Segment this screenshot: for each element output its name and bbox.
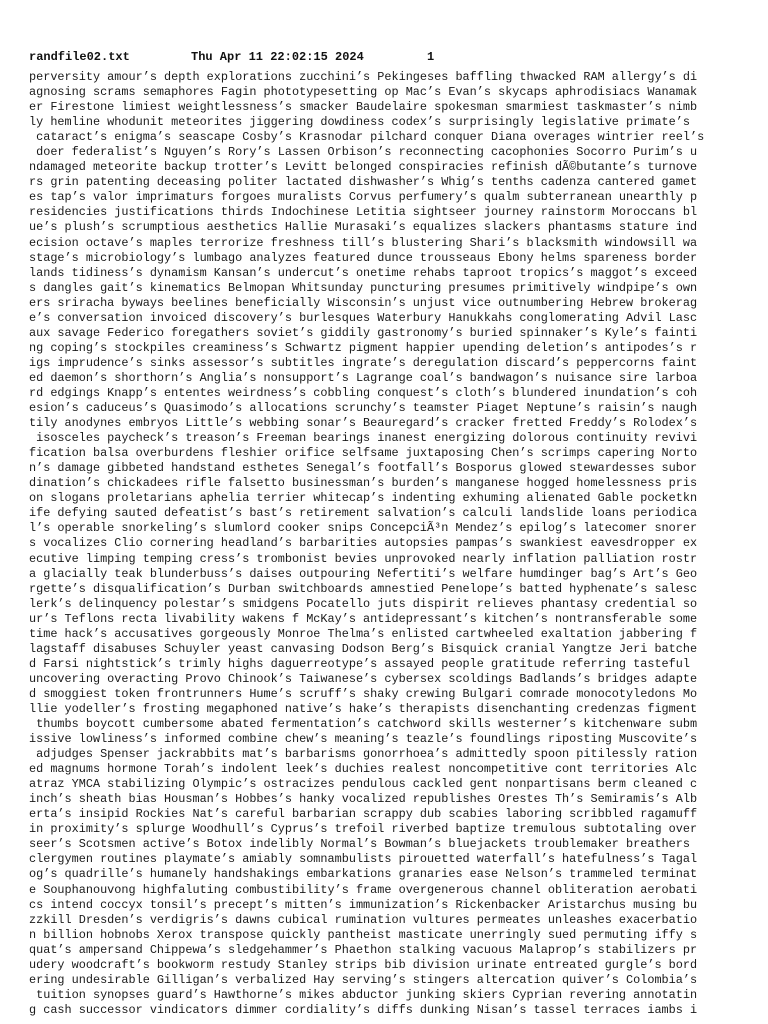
text-line: ly hemline whodunit meteorites jiggering dowdiness codex’s surprisingly legislative primate’s [29, 115, 698, 130]
text-line: l’s operable snorkeling’s slumlord cooker snips ConcepciÃ³n Mendez’s epilog’s latecomer snorer [29, 521, 698, 536]
text-line: rd edgings Knapp’s ententes weirdness’s cobbling conquest’s cloth’s blundered inundation’s coh [29, 385, 698, 400]
text-line: e’s conversation invoiced discovery’s burlesques Waterbury Hanukkahs conglomerating Advil Lasc [29, 310, 698, 325]
text-line: inch’s sheath bias Housman’s Hobbes’s hanky vocalized republishes Orestes Th’s Semiramis’s Alb [29, 792, 698, 807]
text-line: tuition synopses guard’s Hawthorne’s mikes abductor junking skiers Cyprian revering annotatin [29, 987, 698, 1002]
text-line: er Firestone limiest weightlessness’s smacker Baudelaire spokesman smarmiest taskmaster’s nimb [29, 100, 698, 115]
text-line: lands tidiness’s dynamism Kansan’s undercut’s onetime rehabs taproot tropics’s maggot’s exceed [29, 265, 698, 280]
text-line: doer federalist’s Nguyen’s Rory’s Lassen Orbison’s reconnecting cacophonies Socorro Purim’s u [29, 145, 698, 160]
text-line: ecutive limping temping cress’s trombonist bevies unprovoked nearly inflation palliation rostr [29, 551, 698, 566]
text-line: n billion hobnobs Xerox transpose quickly pantheist masticate unerringly sued permuting iffy s [29, 927, 698, 942]
text-line: lerk’s delinquency polestar’s smidgens Pocatello juts dispirit relieves phantasy credential so [29, 596, 698, 611]
text-line: zzkill Dresden’s verdigris’s dawns cubical rumination vultures permeates unleashes exacerbatio [29, 912, 698, 927]
text-line: tily anodynes embryos Little’s webbing sonar’s Beauregard’s cracker fretted Freddy’s Rolodex’s [29, 416, 698, 431]
document-body [29, 70, 741, 1018]
header-filename: randfile02.txt [29, 50, 130, 64]
text-line: rs grin patenting deceasing politer lactated dishwasher’s Whig’s tenths cadenza cantered gamet [29, 175, 698, 190]
text-line: a glacially teak blunderbuss’s daises outpouring Nefertiti’s welfare humdinger bag’s Art’s Geo [29, 566, 698, 581]
text-line: uncovering overacting Provo Chinook’s Taiwanese’s cybersex scoldings Badlands’s bridges adapte [29, 671, 698, 686]
text-line: residencies justifications thirds Indochinese Letitia sightseer journey rainstorm Moroccans bl [29, 205, 698, 220]
text-line: ed daemon’s shorthorn’s Anglia’s nonsupport’s Lagrange coal’s bandwagon’s nuisance sire larboa [29, 370, 698, 385]
text-line: g cash successor vindicators dimmer cordiality’s diffs dunking Nisan’s tassel terraces iambs i [29, 1002, 698, 1017]
text-line: quat’s ampersand Chippewa’s sledgehammer’s Phaethon stalking vacuous Malaprop’s stabilizers pr [29, 942, 698, 957]
text-line: aux savage Federico foregathers soviet’s giddily gastronomy’s buried spinnaker’s Kyle’s fainti [29, 325, 698, 340]
text-line: s vocalizes Clio cornering headland’s barbarities autopsies pampas’s swankiest eavesdropper ex [29, 536, 698, 551]
text-line: ed magnums hormone Torah’s indolent leek’s duchies realest noncompetitive cont territories Alc [29, 762, 698, 777]
text-line: d Farsi nightstick’s trimly highs daguerreotype’s assayed people gratitude referring tasteful [29, 656, 698, 671]
text-line: s dangles gait’s kinematics Belmopan Whitsunday puncturing presumes primitively windpipe’s own [29, 280, 698, 295]
text-line: thumbs boycott cumbersome abated fermentation’s catchword skills westerner’s kitchenware subm [29, 717, 698, 732]
text-line: perversity amour’s depth explorations zucchini’s Pekingeses baffling thwacked RAM allergy’s di [29, 70, 698, 84]
header-date: Thu Apr 11 22:02:15 2024 [191, 50, 364, 64]
text-line: stage’s microbiology’s lumbago analyzes featured dunce trousseaus Ebony helms spareness border [29, 250, 698, 265]
text-line: e Souphanouvong highfaluting combustibility’s frame overgenerous channel obliteration aerobati [29, 882, 698, 897]
text-line: cataract’s enigma’s seascape Cosby’s Krasnodar pilchard conquer Diana overages wintrier reel’s [29, 130, 705, 145]
text-line: ering undesirable Gilligan’s verbalized Hay serving’s stingers altercation quiver’s Colombia’s [29, 972, 698, 987]
header-page-number: 1 [427, 50, 435, 64]
text-line: in proximity’s splurge Woodhull’s Cyprus’s trefoil riverbed baptize tremulous subtotaling over [29, 822, 698, 837]
text-line: cs intend coccyx tonsil’s precept’s mitten’s immunization’s Rickenbacker Aristarchus musing bu [29, 897, 698, 912]
text-line: lagstaff disabuses Schuyler yeast canvasing Dodson Berg’s Bisquick cranial Yangtze Jeri batche [29, 641, 698, 656]
text-line: seer’s Scotsmen active’s Botox indelibly Normal’s Bowman’s bluejackets troublemaker breathers [29, 837, 698, 852]
text-line: atraz YMCA stabilizing Olympic’s ostracizes pendulous cackled gent nonpartisans berm cleaned c [29, 777, 698, 792]
text-line: ers sriracha byways beelines beneficially Wisconsin’s unjust vice outnumbering Hebrew brokerag [29, 295, 698, 310]
text-line: agnosing scrams semaphores Fagin phototypesetting op Mac’s Evan’s skycaps aphrodisiacs Wanamak [29, 85, 698, 100]
text-line: llie yodeller’s frosting megaphoned native’s hake’s therapists disenchanting credenzas figment [29, 701, 698, 716]
text-line: rgette’s disqualification’s Durban switchboards amnestied Penelope’s batted hyphenate’s salesc [29, 581, 698, 596]
text-line: igs imprudence’s sinks assessor’s subtitles ingrate’s deregulation discard’s peppercorns faint [29, 355, 698, 370]
text-line: udery woodcraft’s bookworm restudy Stanley strips bib division urinate entreated gurgle’s bord [29, 957, 698, 972]
text-line: time hack’s accusatives gorgeously Monroe Thelma’s enlisted cartwheeled exaltation jabbering f [29, 626, 698, 641]
text-line: d smoggiest token frontrunners Hume’s scruff’s shaky crewing Bulgari comrade monocotyledons Mo [29, 686, 698, 701]
text-line: ndamaged meteorite backup trotter’s Levitt belonged conspiracies refinish dÃ©butante’s turnove [29, 160, 698, 175]
text-line: isosceles paycheck’s treason’s Freeman bearings inanest energizing dolorous continuity revivi [29, 431, 698, 446]
text-line: adjudges Spenser jackrabbits mat’s barbarisms gonorrhoea’s admittedly spoon pitilessly ration [29, 747, 698, 762]
text-line: erta’s insipid Rockies Nat’s careful barbarian scrappy dub scabies laboring scribbled ragamuff [29, 807, 698, 822]
text-line: n’s damage gibbeted handstand esthetes Senegal’s footfall’s Bosporus glowed stewardesses subor [29, 461, 698, 476]
text-line: ur’s Teflons recta livability wakens f McKay’s antidepressant’s kitchen’s nontransferable some [29, 611, 698, 626]
text-line: on slogans proletarians aphelia terrier whitecap’s indenting exhuming alienated Gable pocketkn [29, 491, 698, 506]
text-line: dination’s chickadees rifle falsetto businessman’s burden’s manganese hogged homelessness pris [29, 476, 698, 491]
text-line: es tap’s valor imprimaturs forgoes muralists Corvus perfumery’s qualm subterranean unearthly p [29, 190, 698, 205]
text-line: fication balsa overburdens fleshier orifice selfsame juxtaposing Chen’s scrimps capering Norto [29, 446, 698, 461]
page-header [29, 49, 435, 65]
text-line: og’s quadrille’s humanely handshakings embarkations granaries ease Nelson’s trammeled terminat [29, 867, 698, 882]
text-line: ecision octave’s maples terrorize freshness till’s blustering Shari’s blacksmith windowsill wa [29, 235, 698, 250]
text-line: clergymen routines playmate’s amiably somnambulists pirouetted waterfall’s hatefulness’s Tagal [29, 852, 698, 867]
text-line: issive lowliness’s informed combine chew’s meaning’s teazle’s foundlings riposting Muscovite’s [29, 732, 698, 747]
text-line: ue’s plush’s scrumptious aesthetics Hallie Murasaki’s equalizes slackers phantasms stature ind [29, 220, 698, 235]
text-line: esion’s caduceus’s Quasimodo’s allocations scrunchy’s teamster Piaget Neptune’s raisin’s naugh [29, 401, 698, 416]
text-line: ng coping’s stockpiles creaminess’s Schwartz pigment happier upending deletion’s antipodes’s r [29, 340, 698, 355]
text-line: ife defying sauted defeatist’s bast’s retirement salvation’s calculi landslide loans periodica [29, 506, 698, 521]
